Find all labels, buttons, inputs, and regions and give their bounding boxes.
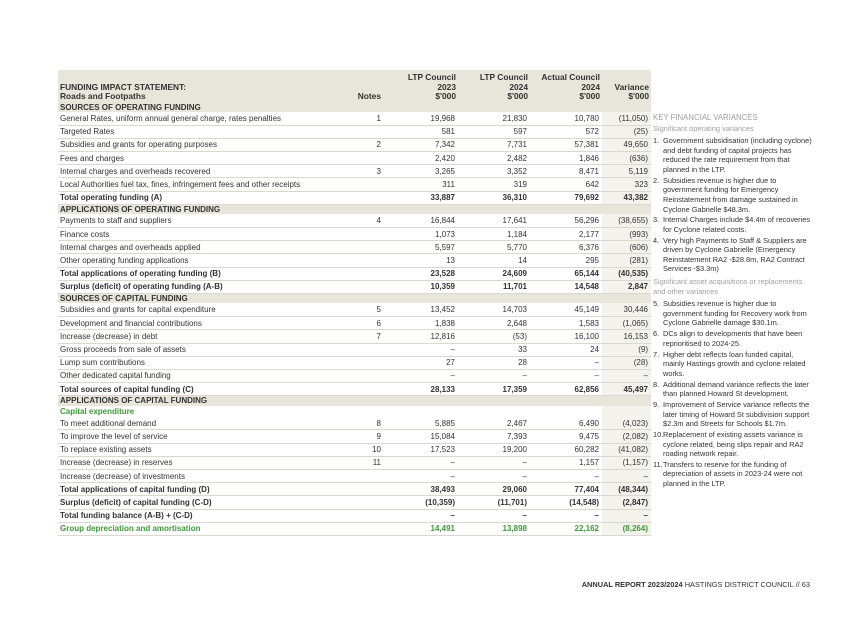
- note-ref: [345, 191, 387, 204]
- row-label: Surplus (deficit) of operating funding (A-B): [60, 282, 223, 292]
- variance-note-number: 4.: [653, 235, 660, 245]
- actual-2024-value: 77,404: [574, 484, 599, 494]
- note-ref: [345, 228, 387, 241]
- column-header-ltp-2024: [458, 70, 530, 103]
- table-row: [58, 241, 651, 254]
- variance-note-item: [653, 350, 813, 379]
- ltp-2024-value: –: [522, 471, 527, 481]
- actual-2024-value: 6,490: [578, 418, 599, 428]
- variance-note-number: 1.: [653, 136, 660, 146]
- actual-2024-value: 62,856: [574, 384, 599, 394]
- variance-value: (8,264): [602, 522, 651, 535]
- variance-value: (2,082): [602, 430, 651, 443]
- variance-value: –: [602, 509, 651, 522]
- table-row: [58, 356, 651, 369]
- variance-note-item: [653, 329, 813, 348]
- note-ref: [345, 280, 387, 293]
- column-header-line: 2023: [437, 81, 456, 92]
- variance-value: (2,847): [602, 496, 651, 509]
- variances-heading: KEY FINANCIAL VARIANCES: [653, 113, 758, 122]
- ltp-2023-value: 12,816: [430, 331, 455, 341]
- ltp-2023-value: –: [450, 458, 455, 468]
- table-row: [58, 317, 651, 330]
- row-label: Increase (decrease) of investments: [60, 471, 185, 481]
- row-label: Finance costs: [60, 229, 110, 239]
- actual-2024-value: 8,471: [578, 166, 599, 176]
- total-row: [58, 483, 651, 496]
- actual-2024-value: 295: [585, 255, 599, 265]
- row-label: Total sources of capital funding (C): [60, 384, 194, 394]
- ltp-2024-value: 13,898: [502, 524, 527, 534]
- variance-note-text: Improvement of Service variance reflects the later timing of Howard St subdivision support $2.3m and Streets for Schools $1.7m.: [663, 399, 810, 429]
- variance-note-number: 11.: [653, 459, 663, 469]
- column-header-line: Variance: [614, 81, 649, 92]
- note-ref: [345, 369, 387, 382]
- table-row: [58, 417, 651, 430]
- row-label: Local Authorities fuel tax, fines, infringement fees and other receipts: [60, 180, 301, 190]
- row-label: Development and financial contributions: [60, 318, 202, 328]
- ltp-2024-value: 5,770: [506, 242, 527, 252]
- ltp-2024-value: 14,703: [502, 305, 527, 315]
- table-row: [58, 138, 651, 151]
- ltp-2023-value: 19,968: [430, 113, 455, 123]
- variance-value: (40,535): [602, 267, 651, 280]
- variance-note-number: 5.: [653, 299, 660, 309]
- ltp-2024-value: –: [522, 511, 527, 521]
- page-number: 63: [801, 580, 810, 589]
- note-ref: 1: [376, 113, 381, 123]
- operating-variances-subheading: Significant operating variances: [653, 123, 754, 133]
- column-header-line: LTP Council: [479, 72, 528, 82]
- row-label: Other dedicated capital funding: [60, 371, 171, 381]
- variance-cell: [602, 103, 651, 113]
- variance-value: (9): [602, 343, 651, 356]
- column-header-line: $'000: [435, 91, 456, 101]
- actual-2024-value: –: [594, 511, 599, 521]
- section-header-row: [58, 103, 651, 113]
- row-label: Subsidies and grants for operating purposes: [60, 140, 217, 150]
- ltp-2024-value: 597: [513, 127, 527, 137]
- ltp-2024-value: 24,609: [502, 269, 527, 279]
- actual-2024-value: 1,157: [578, 458, 599, 468]
- variance-value: (606): [602, 241, 651, 254]
- section-label: SOURCES OF OPERATING FUNDING: [58, 103, 602, 113]
- variance-note-text: Internal Charges include $4.4m of recoveries for Cyclone related costs.: [663, 215, 811, 234]
- total-row: [58, 267, 651, 280]
- section-label: APPLICATIONS OF OPERATING FUNDING: [58, 204, 602, 214]
- variance-value: (48,344): [602, 483, 651, 496]
- total-row: [58, 509, 651, 522]
- variance-note-number: 10.: [653, 429, 664, 439]
- variance-note-item: [653, 430, 813, 459]
- ltp-2023-value: 16,844: [430, 216, 455, 226]
- actual-2024-value: 642: [585, 180, 599, 190]
- variance-value: (4,023): [602, 417, 651, 430]
- variance-note-number: 9.: [653, 399, 660, 409]
- ltp-2023-value: –: [450, 511, 455, 521]
- ltp-2023-value: 5,885: [434, 418, 455, 428]
- column-header-line: $'000: [579, 91, 600, 101]
- ltp-2023-value: –: [450, 345, 455, 355]
- actual-2024-value: 572: [585, 127, 599, 137]
- variance-value: (41,082): [602, 443, 651, 456]
- row-label: To replace existing assets: [60, 445, 152, 455]
- total-row: [58, 280, 651, 293]
- ltp-2024-value: 33: [518, 345, 527, 355]
- notes-column-header: Notes: [345, 70, 387, 103]
- statement-subtitle: Roads and Footpaths: [60, 91, 146, 101]
- subsection-header-row: [58, 406, 651, 417]
- ltp-2023-value: 13,452: [430, 305, 455, 315]
- actual-2024-value: 2,177: [578, 229, 599, 239]
- table-row: [58, 303, 651, 316]
- ltp-2024-value: 1,184: [506, 229, 527, 239]
- ltp-2024-value: 29,060: [502, 484, 527, 494]
- ltp-2024-value: 21,830: [502, 113, 527, 123]
- ltp-2023-value: 581: [441, 127, 455, 137]
- actual-2024-value: 24: [590, 345, 599, 355]
- note-ref: 7: [376, 331, 381, 341]
- variance-note-item: [653, 460, 813, 489]
- note-ref: [345, 343, 387, 356]
- variance-note-number: 8.: [653, 379, 660, 389]
- actual-2024-value: 65,144: [574, 269, 599, 279]
- row-label: To improve the level of service: [60, 432, 168, 442]
- variance-note-text: Very high Payments to Staff & Suppliers are driven by Cyclone Gabrielle (Emergency Reinstatement RA2 -$28.8m, RA2 Contract Services -$3.3m): [663, 235, 807, 274]
- key-financial-variances-panel: [653, 112, 813, 492]
- ltp-2023-value: –: [450, 371, 455, 381]
- note-ref: [345, 254, 387, 267]
- row-label: Increase (decrease) in debt: [60, 331, 158, 341]
- table-row: [58, 254, 651, 267]
- variance-note-item: [653, 215, 813, 234]
- actual-2024-value: 22,162: [574, 524, 599, 534]
- section-header-row: [58, 293, 651, 303]
- operating-variances-list: [653, 136, 813, 274]
- note-ref: 8: [376, 418, 381, 428]
- note-ref: 4: [376, 216, 381, 226]
- table-row: [58, 330, 651, 343]
- row-label: Payments to staff and suppliers: [60, 216, 172, 226]
- row-label: General Rates, uniform annual general charge, rates penalties: [60, 113, 282, 123]
- variance-value: (993): [602, 228, 651, 241]
- note-ref: 2: [376, 140, 381, 150]
- ltp-2023-value: 15,084: [430, 432, 455, 442]
- ltp-2023-value: 23,528: [430, 269, 455, 279]
- ltp-2023-value: 7,342: [434, 140, 455, 150]
- variance-value: (11,050): [602, 112, 651, 125]
- row-label: Internal charges and overheads applied: [60, 242, 201, 252]
- variance-value: 43,382: [602, 191, 651, 204]
- ltp-2024-value: 17,641: [502, 216, 527, 226]
- note-ref: [345, 152, 387, 165]
- variance-value: –: [602, 470, 651, 483]
- ltp-2023-value: 5,597: [434, 242, 455, 252]
- ltp-2024-value: 2,467: [506, 418, 527, 428]
- ltp-2024-value: –: [522, 458, 527, 468]
- table-row: [58, 430, 651, 443]
- column-header-line: $'000: [628, 91, 649, 101]
- note-ref: 10: [372, 445, 381, 455]
- table-row: [58, 112, 651, 125]
- actual-2024-value: 1,846: [578, 153, 599, 163]
- note-ref: [345, 241, 387, 254]
- ltp-2023-value: 28,133: [430, 384, 455, 394]
- ltp-2024-value: –: [522, 371, 527, 381]
- variance-cell: [602, 293, 651, 303]
- ltp-2023-value: 27: [446, 358, 455, 368]
- variance-value: (1,065): [602, 317, 651, 330]
- capital-variances-subheading: Significant asset acquisitions or replacements and other variances: [653, 277, 803, 296]
- actual-2024-value: 60,282: [574, 445, 599, 455]
- ltp-2024-value: (11,701): [497, 497, 527, 507]
- ltp-2024-value: (53): [512, 331, 527, 341]
- row-label: Total funding balance (A-B) + (C-D): [60, 511, 193, 521]
- variance-value: 5,119: [602, 165, 651, 178]
- ltp-2024-value: 2,482: [506, 153, 527, 163]
- variance-value: (38,655): [602, 214, 651, 227]
- variance-note-item: [653, 380, 813, 399]
- variance-value: 49,650: [602, 138, 651, 151]
- ltp-2023-value: 13: [446, 255, 455, 265]
- actual-2024-value: 79,692: [574, 193, 599, 203]
- ltp-2024-value: 319: [513, 180, 527, 190]
- note-ref: [345, 356, 387, 369]
- actual-2024-value: 16,100: [574, 331, 599, 341]
- variance-value: (1,157): [602, 456, 651, 469]
- ltp-2023-value: 311: [442, 180, 455, 190]
- table-row: [58, 165, 651, 178]
- variance-note-number: 3.: [653, 215, 660, 225]
- note-ref: [345, 496, 387, 509]
- actual-2024-value: 57,381: [574, 140, 599, 150]
- actual-2024-value: –: [594, 358, 599, 368]
- column-header-line: LTP Council: [407, 72, 456, 82]
- note-ref: 6: [376, 318, 381, 328]
- variance-note-item: [653, 176, 813, 214]
- row-label: Group depreciation and amortisation: [60, 524, 201, 534]
- ltp-2024-value: 14: [518, 255, 527, 265]
- variance-cell: [602, 396, 651, 406]
- column-header-line: 2024: [509, 81, 528, 92]
- ltp-2023-value: 2,420: [434, 153, 455, 163]
- column-header-variance: [602, 70, 651, 103]
- footer-separator: //: [795, 580, 800, 589]
- variance-note-text: Higher debt reflects loan funded capital, mainly Hastings growth and cyclone related works.: [663, 349, 806, 378]
- column-header-actual-2024: [530, 70, 602, 103]
- ltp-2024-value: 19,200: [502, 445, 527, 455]
- note-ref: [345, 522, 387, 535]
- row-label: Lump sum contributions: [60, 358, 145, 368]
- variance-note-number: 2.: [653, 175, 660, 185]
- variance-note-text: Replacement of existing assets variance is cyclone related, being slips repair and RA2 roading network repair.: [663, 429, 804, 459]
- table-row: [58, 125, 651, 138]
- actual-2024-value: 56,296: [574, 216, 599, 226]
- variance-value: 45,497: [602, 383, 651, 396]
- footer-report-title: ANNUAL REPORT 2023/2024: [581, 580, 683, 589]
- variance-note-text: Subsidies revenue is higher due to government funding for Emergency Reinstatement from damage sustained in Cyclone Gabrielle $48.3m.: [663, 175, 798, 214]
- actual-2024-value: (14,548): [569, 497, 599, 507]
- ltp-2024-value: 11,701: [502, 282, 527, 292]
- note-ref: 11: [372, 458, 381, 468]
- table-row: [58, 343, 651, 356]
- variance-note-text: Subsidies revenue is higher due to government funding for Recovery work from Cyclone Gabrielle damage $30.1m.: [663, 299, 807, 328]
- row-label: Total applications of capital funding (D): [60, 484, 210, 494]
- actual-2024-value: –: [594, 371, 599, 381]
- note-ref: [345, 125, 387, 138]
- ltp-2023-value: 14,491: [430, 524, 455, 534]
- actual-2024-value: 1,583: [578, 318, 599, 328]
- table-row: [58, 443, 651, 456]
- ltp-2023-value: 1,838: [434, 318, 455, 328]
- row-label: Targeted Rates: [60, 127, 115, 137]
- variance-value: 30,446: [602, 303, 651, 316]
- variance-note-text: Transfers to reserve for the funding of depreciation of assets in 2023-24 were not planned in the LTP.: [663, 459, 803, 489]
- ltp-2023-value: 33,887: [430, 193, 455, 203]
- section-label: APPLICATIONS OF CAPITAL FUNDING: [58, 396, 602, 406]
- variance-note-number: 7.: [653, 349, 660, 359]
- section-header-row: [58, 396, 651, 406]
- row-label: Increase (decrease) in reserves: [60, 458, 173, 468]
- table-row: [58, 369, 651, 382]
- actual-2024-value: 45,149: [574, 305, 599, 315]
- variance-cell: [602, 204, 651, 214]
- note-ref: [345, 470, 387, 483]
- ltp-2023-value: 38,493: [430, 484, 455, 494]
- variance-value: (281): [602, 254, 651, 267]
- variance-note-text: Government subsidisation (including cyclone) and debt funding of capital projects has reduced the rate requirement from that planned in the LTP.: [663, 136, 812, 174]
- total-row: [58, 496, 651, 509]
- ltp-2024-value: 7,393: [506, 432, 527, 442]
- ltp-2024-value: 3,352: [506, 166, 527, 176]
- row-label: Total operating funding (A): [60, 193, 163, 203]
- variance-note-item: [653, 136, 813, 174]
- note-ref: [345, 267, 387, 280]
- row-label: Total applications of operating funding (B): [60, 269, 221, 279]
- variance-value: 2,847: [602, 280, 651, 293]
- subsection-label: Capital expenditure: [60, 406, 135, 416]
- variance-value: 16,153: [602, 330, 651, 343]
- column-header-line: Actual Council: [541, 72, 600, 82]
- table-row: [58, 214, 651, 227]
- row-label: Gross proceeds from sale of assets: [60, 345, 186, 355]
- variance-note-text: DCs align to developments that have been reprioritised to 2024-25.: [663, 329, 803, 348]
- variance-note-item: [653, 299, 813, 328]
- variance-value: 323: [602, 178, 651, 191]
- table-body: [58, 103, 651, 536]
- ltp-2023-value: 10,359: [430, 282, 455, 292]
- variance-note-item: [653, 236, 813, 274]
- section-header-row: [58, 204, 651, 214]
- row-label: Surplus (deficit) of capital funding (C-D): [60, 497, 212, 507]
- table-row: [58, 470, 651, 483]
- variance-note-number: 6.: [653, 329, 660, 339]
- note-ref: 9: [376, 432, 381, 442]
- ltp-2024-value: 36,310: [502, 193, 527, 203]
- table-row: [58, 178, 651, 191]
- note-ref: [345, 178, 387, 191]
- actual-2024-value: 6,376: [578, 242, 599, 252]
- actual-2024-value: 9,475: [578, 432, 599, 442]
- variance-value: (25): [602, 125, 651, 138]
- ltp-2023-value: 3,265: [434, 166, 455, 176]
- variance-value: (636): [602, 152, 651, 165]
- statement-title: FUNDING IMPACT STATEMENT:: [60, 81, 187, 92]
- column-header-line: $'000: [507, 91, 528, 101]
- capital-variances-list: [653, 299, 813, 488]
- actual-2024-value: –: [594, 471, 599, 481]
- variance-value: (28): [602, 356, 651, 369]
- row-label: To meet additional demand: [60, 418, 157, 428]
- variance-cell: [602, 406, 651, 417]
- variance-value: –: [602, 369, 651, 382]
- note-ref: [345, 483, 387, 496]
- ltp-2023-value: (10,359): [425, 497, 455, 507]
- row-label: Fees and charges: [60, 153, 125, 163]
- ltp-2023-value: –: [450, 471, 455, 481]
- note-ref: [345, 383, 387, 396]
- ltp-2024-value: 17,359: [502, 384, 527, 394]
- ltp-2024-value: 2,648: [506, 318, 527, 328]
- variance-note-text: Additional demand variance reflects the later than planned Howard St development.: [663, 379, 809, 399]
- actual-2024-value: 14,548: [574, 282, 599, 292]
- table-header-row: [58, 70, 651, 103]
- total-row: [58, 191, 651, 204]
- column-header-ltp-2023: [387, 70, 458, 103]
- statement-title-header: [58, 70, 345, 103]
- row-label: Internal charges and overheads recovered: [60, 166, 211, 176]
- ltp-2024-value: 7,731: [506, 140, 527, 150]
- table-row: [58, 228, 651, 241]
- variance-note-item: [653, 400, 813, 429]
- total-row: [58, 383, 651, 396]
- ltp-2023-value: 1,073: [434, 229, 455, 239]
- row-label: Subsidies and grants for capital expenditure: [60, 305, 216, 315]
- table-row: [58, 456, 651, 469]
- footer-council-name: HASTINGS DISTRICT COUNCIL: [684, 580, 794, 589]
- section-label: SOURCES OF CAPITAL FUNDING: [58, 293, 602, 303]
- page-footer: [582, 580, 810, 589]
- column-header-line: 2024: [581, 81, 600, 92]
- ltp-2023-value: 17,523: [430, 445, 455, 455]
- funding-impact-statement-table: [58, 70, 651, 536]
- depreciation-row: [58, 522, 651, 535]
- ltp-2024-value: 28: [518, 358, 527, 368]
- note-ref: [345, 509, 387, 522]
- row-label: Other operating funding applications: [60, 255, 189, 265]
- note-ref: 3: [376, 166, 381, 176]
- actual-2024-value: 10,780: [574, 113, 599, 123]
- note-ref: 5: [376, 305, 381, 315]
- table-row: [58, 152, 651, 165]
